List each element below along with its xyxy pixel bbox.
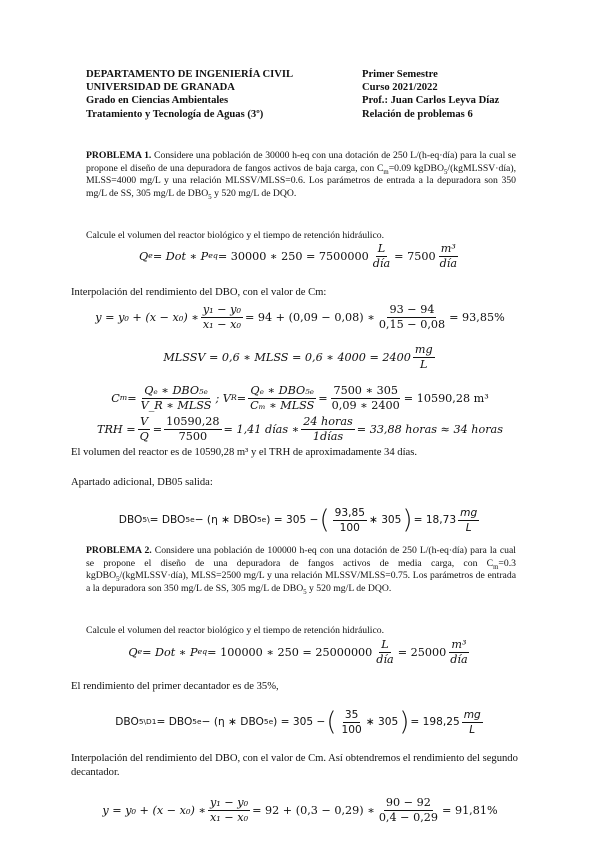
equation-dbo-out-2: DBO 5\D1 = DBO 5e − (η ∗ DBO 5e ) = 305 − ( $\frac{35}{100}$ ∗ 305 ) = 198,25 $\frac{mg}{L}$ (115, 707, 481, 737)
eq-qe-mid: = 30000 ∗ 250 = 7500000 (217, 249, 369, 263)
header-sheet: Relación de problemas 6 (362, 108, 473, 120)
eq-out2-a: DBO (115, 716, 139, 728)
eq-out2-e: ∗ 305 (365, 716, 399, 728)
eq-interp-f1-num: y₁ − y₀ (202, 302, 241, 316)
equation-qe-2: Q e = Dot ∗ P eq = 100000 ∗ 250 = 25000000 $\frac{L}{\text{día}}$ = 25000 $\frac{\text{m³}}{\text{día}}$ (128, 637, 468, 666)
eq-interp2-f1-den: x₁ − x₀ (209, 810, 249, 824)
eq-qe-frac2-den: día (439, 256, 457, 270)
eq-qe-eq: = 7500 (394, 249, 436, 263)
problem-1-text-a: Considere una población de 30000 h-eq con una dotación de 250 L/(h-eq·día) para la cual se propone el diseño de una depuradora de fangos activos de baja carga, con C (86, 150, 516, 174)
dbo-subscript-p2: 5 (116, 576, 120, 584)
eq-cm-b: = (127, 391, 137, 405)
eq-out2-f-num: 35 (344, 708, 359, 721)
eq-trh-d: = 33,88 horas ≈ 34 horas (356, 422, 503, 436)
eq-interp2-f1-num: y₁ − y₀ (209, 795, 249, 809)
eq-out-c: − (η ∗ DBO (194, 514, 257, 526)
eq-qe2-eq: = 25000 (397, 645, 447, 659)
equation-cm-vr: C m = $\frac{\text{Qₑ ∗ DBO₅ₑ}}{\text{V\_R ∗ MLSS}}$ ; V R = $\frac{\text{Qₑ ∗ DBO₅ₑ}}{\text{Cₘ ∗ MLSS}}$ = $\frac{7500 ∗ 305}{0,09 ∗ 2400}$ = 10590,28 m³ (111, 383, 489, 412)
header-semester: Primer Semestre (362, 69, 438, 80)
interp-text-1: Interpolación del rendimiento del DBO, con el valor de Cm: (71, 287, 327, 298)
dbo-subscript-2: 5 (208, 193, 212, 201)
header-course: Tratamiento y Tecnología de Aguas (3º) (86, 108, 264, 120)
eq-interp2-b: = 92 + (0,3 − 0,29) ∗ (252, 803, 375, 817)
problem-2-text-a: Considere una población de 100000 h-eq con una dotación de 250 L/(h-eq·día) para la cual se propone el diseño de una depuradora de fangos activos de media carga, con C (86, 545, 516, 569)
eq-out2-d: ) = 305 − (273, 716, 326, 728)
eq-out-f-num: 93,85 (334, 506, 365, 519)
eq-cm-d: = (236, 391, 247, 405)
eq-trh-f2-num: 10590,28 (166, 414, 220, 428)
eq-cm-f: = 10590,28 m³ (403, 391, 489, 405)
eq-trh-f3-num: 24 horas (303, 414, 353, 428)
eq-interp2-f2-den: 0,4 − 0,29 (378, 810, 439, 824)
problem-1-statement (86, 150, 516, 200)
eq-out-e: ∗ 305 (368, 514, 402, 526)
eq-trh-f1-den: Q (139, 429, 149, 443)
problem-2-title: PROBLEMA 2. (86, 545, 152, 556)
eq-cm-f1-num: Qₑ ∗ DBO₅ₑ (144, 383, 208, 397)
cm-subscript-p2: m (493, 563, 499, 571)
eq-cm-f3-num: 7500 ∗ 305 (333, 383, 398, 397)
dbo-subscript: 5 (443, 168, 448, 176)
dbo-subscript-p2-2: 5 (303, 588, 307, 596)
eq-qe-frac-den: día (372, 256, 391, 270)
header-year: Curso 2021/2022 (362, 82, 438, 94)
eq-cm-f3-den: 0,09 ∗ 2400 (331, 398, 400, 412)
eq-qe2-frac2-den: día (450, 652, 468, 666)
problem-2-text-b: =0.3 kgDBO (86, 557, 516, 582)
eq-cm-c: ; V (215, 391, 231, 405)
eq-cm-e: = (318, 391, 328, 405)
eq-cm-f2-num: Qₑ ∗ DBO₅ₑ (250, 383, 315, 397)
eq-cm-f2-den: Cₘ ∗ MLSS (250, 398, 315, 412)
eq-trh-c: = 1,41 días ∗ (223, 422, 300, 436)
eq-interp-f2-den: 0,15 − 0,08 (378, 317, 446, 331)
eq-qe2-frac-num: L (381, 637, 389, 651)
eq-interp-f2-num: 93 − 94 (389, 302, 435, 316)
eq-qe-frac-num: L (377, 241, 386, 255)
problem-2-text-d: y 520 mg/L de DQO. (306, 582, 392, 594)
equation-interp-1 (0, 300, 600, 334)
problem-1-title: PROBLEMA 1. (86, 150, 152, 161)
eq-out-f: = 18,73 (413, 514, 457, 526)
eq-out2-f: = 198,25 (410, 716, 460, 728)
eq-qe2-lhs: Q (128, 645, 138, 659)
equation-interp-2 (0, 792, 600, 828)
eq-qe-text: = Dot ∗ P (152, 249, 209, 263)
header-degree: Grado en Ciencias Ambientales (86, 95, 229, 107)
eq-out-g-den: L (465, 521, 472, 534)
result-text-1: El volumen del reactor es de 10590,28 m³ y el TRH de aproximadamente 34 días. (71, 447, 418, 458)
cm-subscript: m (383, 168, 389, 176)
eq-mlssv: MLSSV = 0,6 ∗ MLSS = 0,6 ∗ 4000 = 2400 (163, 350, 411, 364)
eq-qe-frac2-num: m³ (440, 241, 456, 255)
equation-mlssv (0, 340, 600, 374)
eq-trh-f1-num: V (140, 414, 149, 428)
extra-text: Apartado adicional, DB05 salida: (71, 477, 213, 488)
eq-out2-b: = DBO (156, 716, 193, 728)
eq-out2-g-den: L (469, 723, 476, 736)
header-professor: Prof.: Juan Carlos Leyva Díaz (362, 95, 500, 107)
decant-text: El rendimiento del primer decantador es de 35%, (71, 681, 279, 692)
eq-interp-f1-den: x₁ − x₀ (202, 317, 241, 331)
eq-trh-a: TRH = (97, 422, 136, 436)
eq-out-b: = DBO (149, 514, 186, 526)
eq-qe2-mid: = 100000 ∗ 250 = 25000000 (207, 645, 373, 659)
problem-2-statement (86, 545, 516, 595)
eq-trh-b: = (152, 422, 163, 436)
eq-interp2-f2-num: 90 − 92 (385, 795, 431, 809)
eq-mlssv-den: L (420, 357, 428, 371)
header-university: UNIVERSIDAD DE GRANADA (86, 82, 235, 94)
eq-out-d: ) = 305 − (266, 514, 319, 526)
eq-out2-f-den: 100 (341, 723, 362, 736)
eq-out-f-den: 100 (339, 521, 360, 534)
interp-text-2: Interpolación del rendimiento del DBO, con el valor de Cm. Así obtendremos el rendimiento del segundo decantador. (71, 753, 518, 778)
equation-qe-1: Q e = Dot ∗ P eq = 30000 ∗ 250 = 7500000 $\frac{L}{\text{día}}$ = 7500 $\frac{\text{m³}}{\text{día}}$ (139, 241, 457, 270)
eq-interp2-a: y = y₀ + (x − x₀) ∗ (102, 803, 206, 817)
header-right (362, 68, 499, 121)
problem-2-text-c: /(kgMLSSV·día), MLSS=2500 mg/L y una relación MLSSV/MLSS=0.75. Los parámetros de entrada a la depuradora son 350 mg/L de SS, 305 mg/L de DBO (86, 570, 516, 594)
problem-1-text-d: y 520 mg/L de DQO. (211, 187, 297, 199)
header-left (86, 68, 293, 121)
eq-interp-c: = 93,85% (449, 310, 505, 324)
eq-trh-f3-den: 1días (312, 429, 344, 443)
eq-qe2-frac2-num: m³ (451, 637, 467, 651)
eq-out2-g-num: mg (463, 708, 481, 721)
eq-qe2-text: = Dot ∗ P (142, 645, 198, 659)
equation-dbo-out-1: DBO 5\ = DBO 5e − (η ∗ DBO 5e ) = 305 − ( $\frac{93,85}{100}$ ∗ 305 ) = 18,73 $\frac{mg}{L}$ (118, 505, 478, 535)
header-department: DEPARTAMENTO DE INGENIERÍA CIVIL (86, 69, 294, 80)
eq-interp-b: = 94 + (0,09 − 0,08) ∗ (244, 310, 375, 324)
problem-1-question: Calcule el volumen del reactor biológico y el tiempo de retención hidráulico. (86, 230, 385, 241)
eq-trh-f2-den: 7500 (178, 429, 208, 443)
eq-qe2-frac-den: día (376, 652, 394, 666)
eq-qe-lhs: Q (139, 249, 149, 263)
problem-1-text-b: =0.09 kgDBO (388, 162, 444, 174)
eq-out-a: DBO (118, 514, 143, 526)
problem-1-text-c: /(kgMLSSV·día), MLSS=4000 mg/L y una relación MLSSV/MLSS=0.6. Los parámetros de entrada a la depuradora son 350 mg/L de SS, 305 mg/L de DBO (86, 162, 516, 199)
eq-out2-c: − (η ∗ DBO (201, 716, 264, 728)
eq-cm-f1-den: V_R ∗ MLSS (140, 398, 212, 412)
eq-out-g-num: mg (460, 506, 478, 519)
equation-trh (0, 413, 600, 445)
eq-cm-a: C (111, 391, 120, 405)
eq-interp2-c: = 91,81% (442, 803, 498, 817)
eq-mlssv-num: mg (414, 342, 433, 356)
eq-interp-a: y = y₀ + (x − x₀) ∗ (95, 310, 199, 324)
problem-2-question: Calcule el volumen del reactor biológico y el tiempo de retención hidráulico. (86, 625, 385, 636)
